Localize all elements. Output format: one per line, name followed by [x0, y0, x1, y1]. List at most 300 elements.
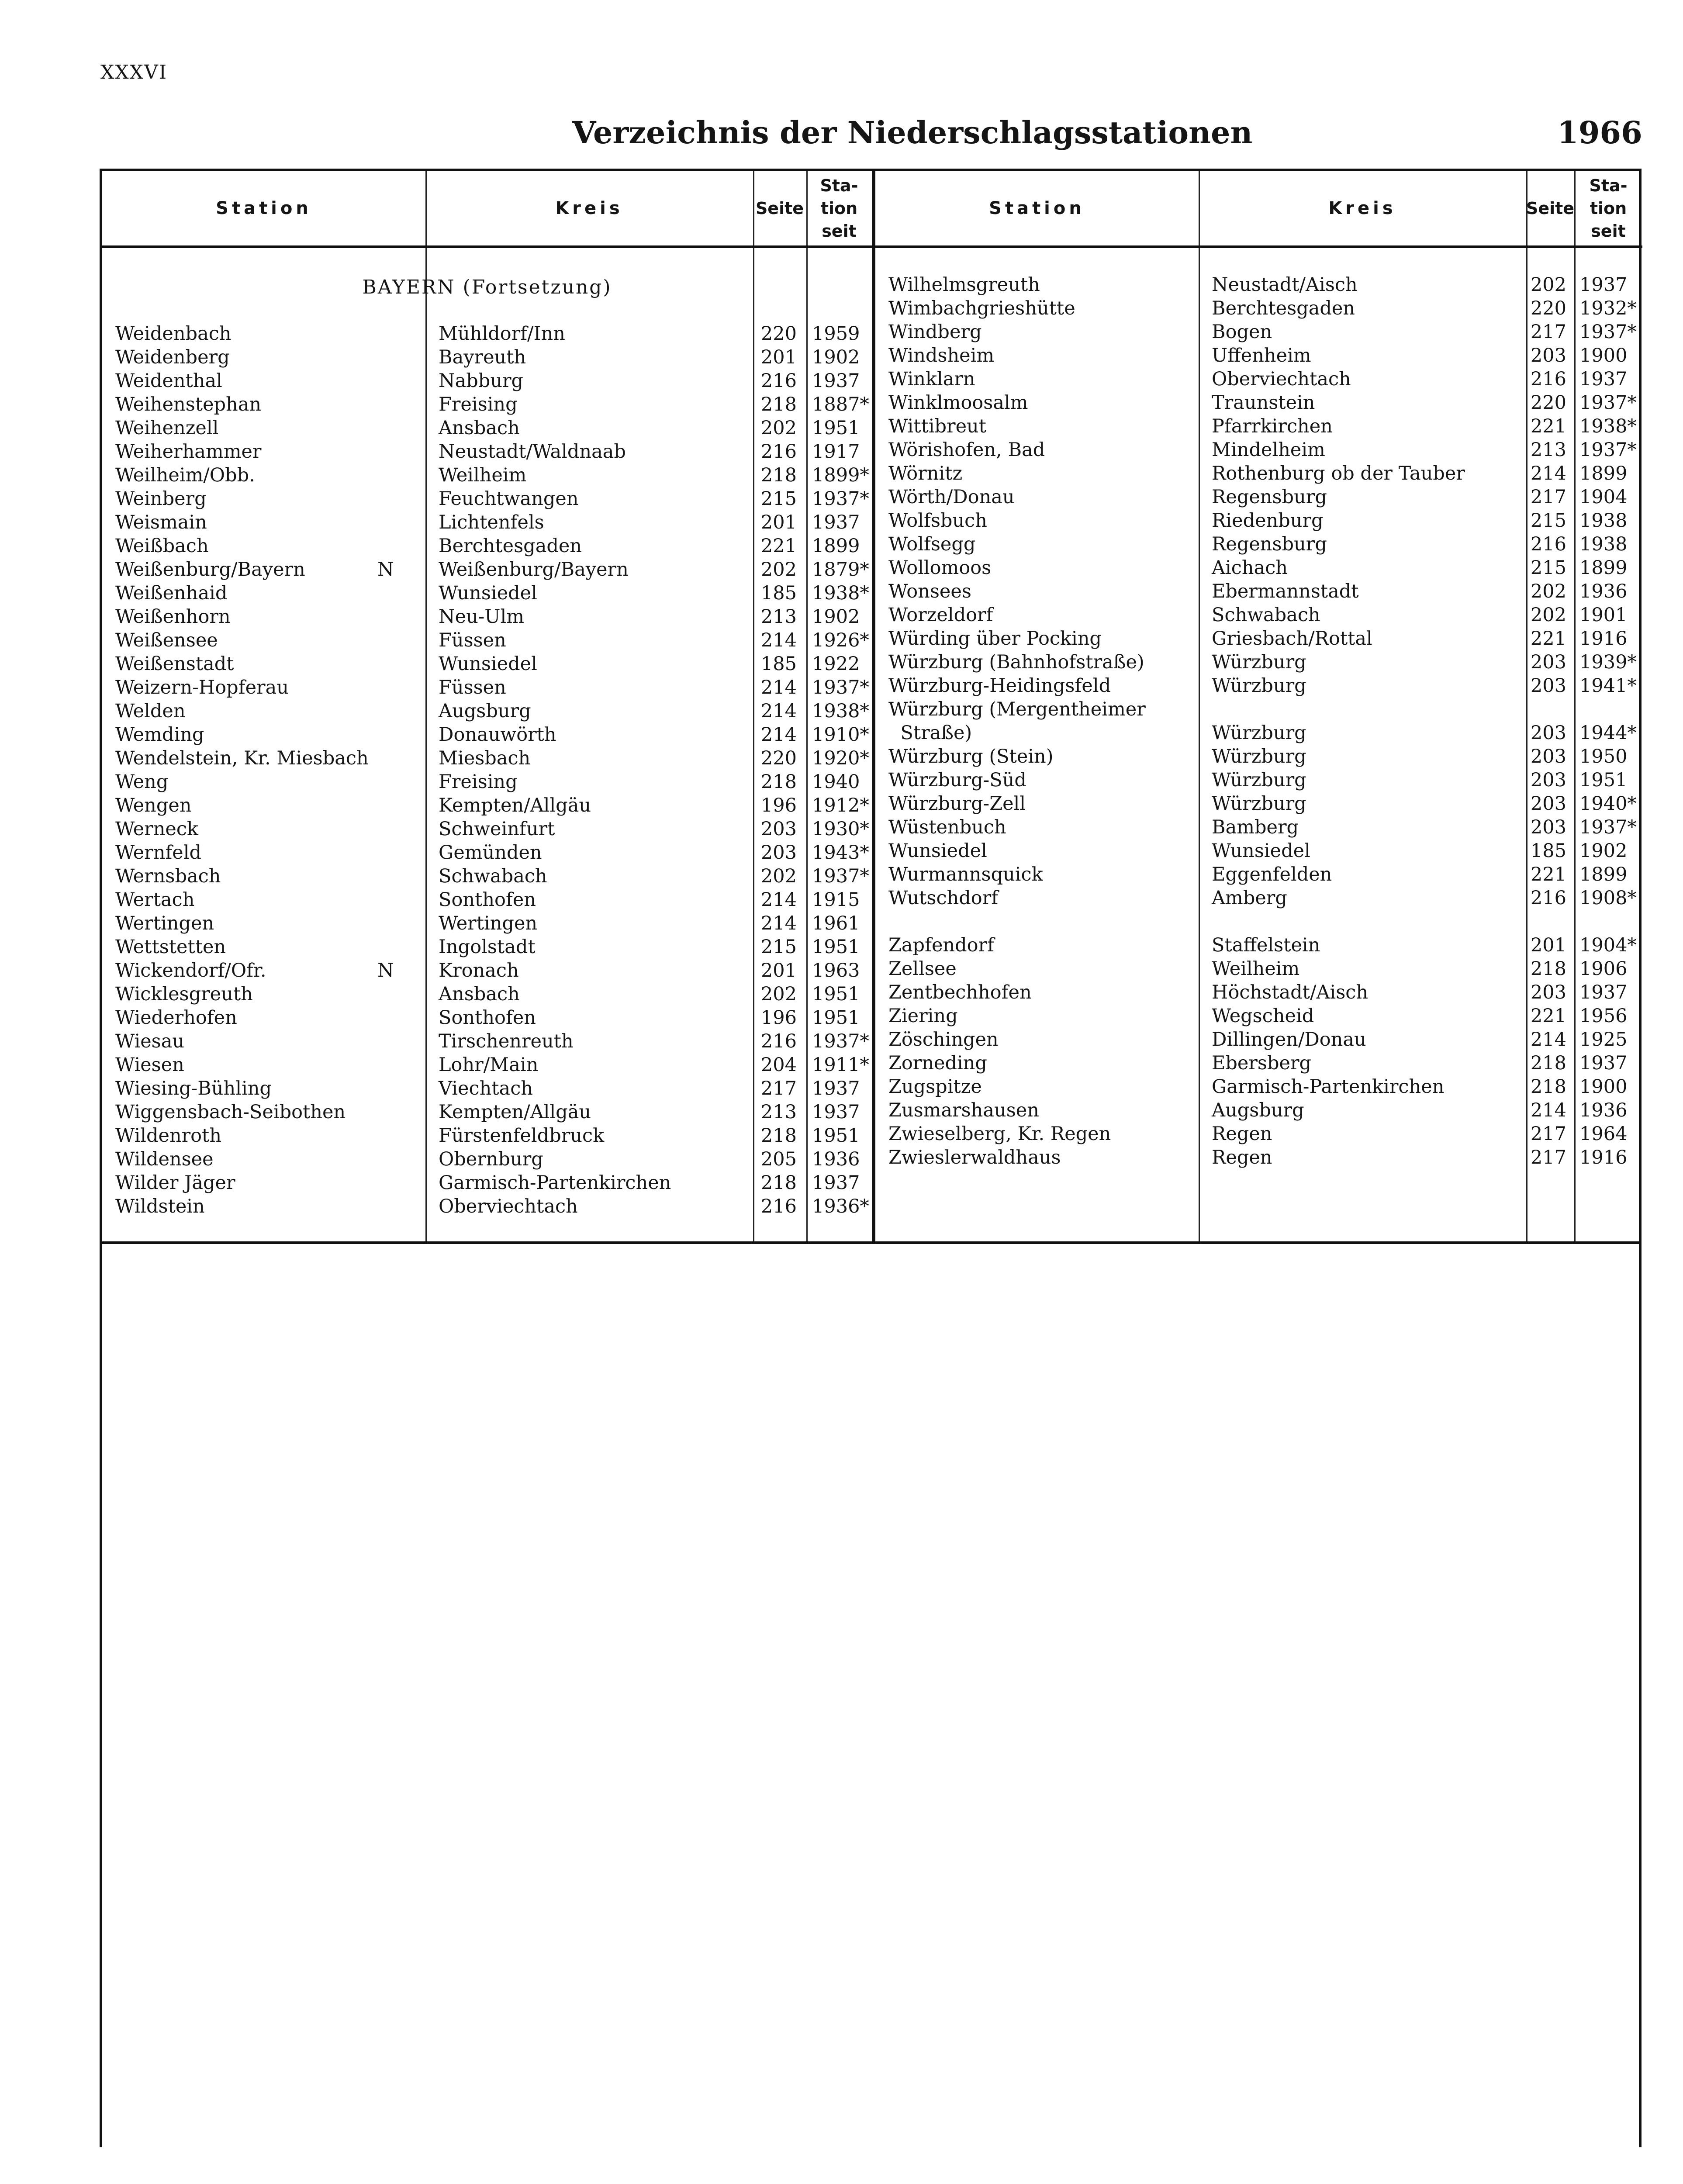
table-row: [875, 556, 1642, 580]
seite-value: 203: [1530, 722, 1566, 744]
station-name: Weißensee: [115, 629, 218, 651]
table-row: [102, 982, 872, 1006]
table-row: [875, 863, 1642, 886]
station-since: 1937: [1579, 981, 1628, 1003]
kreis-name: Kempten/Allgäu: [439, 1101, 591, 1123]
station-since: 1899*: [812, 464, 869, 486]
kreis-name: Wunsiedel: [439, 653, 537, 675]
station-name: Weißenburg/Bayern: [115, 559, 305, 581]
table-row: [875, 297, 1642, 320]
station-since: 1937: [1579, 274, 1628, 296]
station-since: 1961: [812, 912, 860, 934]
kreis-name: Regensburg: [1212, 486, 1327, 508]
station-since: 1899: [812, 535, 860, 557]
kreis-name: Sonthofen: [439, 1007, 536, 1029]
station-name: Weidenthal: [115, 370, 222, 392]
seite-value: 214: [1530, 1029, 1566, 1051]
kreis-name: Füssen: [439, 629, 506, 651]
table-row: [102, 629, 872, 652]
kreis-name: Ansbach: [439, 983, 520, 1005]
station-since: 1938*: [812, 700, 869, 722]
kreis-name: Freising: [439, 771, 518, 793]
kreis-name: Ingolstadt: [439, 936, 536, 958]
station-since: 1937: [1579, 1052, 1628, 1074]
station-since: 1916: [1579, 1147, 1628, 1168]
kreis-name: Berchtesgaden: [439, 535, 582, 557]
kreis-name: Regen: [1212, 1147, 1272, 1168]
station-since: 1899: [1579, 463, 1628, 484]
kreis-name: Wertingen: [439, 912, 538, 934]
kreis-name: Kronach: [439, 960, 519, 981]
seite-value: 214: [760, 889, 797, 911]
seite-value: 203: [1530, 345, 1566, 366]
kreis-name: Viechtach: [439, 1078, 533, 1099]
table-row: [102, 888, 872, 912]
station-name: Wilhelmsgreuth: [888, 274, 1040, 296]
seite-value: 201: [760, 346, 797, 368]
seite-value: 216: [1530, 533, 1566, 555]
station-since: 1901: [1579, 604, 1628, 626]
table-row: [102, 511, 872, 534]
station-since: 1911*: [812, 1054, 869, 1076]
kreis-name: Neu-Ulm: [439, 606, 525, 628]
kreis-name: Ebermannstadt: [1212, 581, 1359, 602]
station-name: Wonsees: [888, 581, 971, 602]
seite-value: 214: [760, 629, 797, 651]
station-since: 1951: [1579, 769, 1628, 791]
seite-value: 216: [1530, 887, 1566, 909]
kreis-name: Traunstein: [1212, 392, 1315, 414]
station-name: Wiggensbach-Seibothen: [115, 1101, 346, 1123]
station-since: 1916: [1579, 628, 1628, 650]
seite-value: 220: [1530, 297, 1566, 319]
kreis-name: Lohr/Main: [439, 1054, 539, 1076]
table-row: [102, 487, 872, 511]
station-since: 1956: [1579, 1005, 1628, 1027]
table-row: [102, 463, 872, 487]
page-number: XXXVI: [100, 61, 168, 83]
station-since: 1915: [812, 889, 860, 911]
table-row: [875, 603, 1642, 627]
kreis-name: Miesbach: [439, 747, 531, 769]
station-name: Weißenhaid: [115, 582, 228, 604]
seite-value: 196: [760, 1007, 797, 1029]
kreis-name: Ansbach: [439, 417, 520, 439]
station-name: Worzeldorf: [888, 604, 993, 626]
station-since: 1937*: [812, 865, 869, 887]
header-kreis: Kreis: [555, 198, 623, 218]
station-since: 1922: [812, 653, 860, 675]
station-name: Wicklesgreuth: [115, 983, 253, 1005]
station-since: 1939*: [1579, 651, 1637, 673]
table-row: [875, 532, 1642, 556]
kreis-name: Oberviechtach: [439, 1196, 578, 1217]
station-since: 1920*: [812, 747, 869, 769]
station-since: 1936: [812, 1148, 860, 1170]
table-row: [875, 1122, 1642, 1146]
table-row: [102, 393, 872, 416]
kreis-name: Bayreuth: [439, 346, 526, 368]
kreis-name: Schweinfurt: [439, 818, 555, 840]
page-title: Verzeichnis der Niederschlagsstationen: [572, 114, 1253, 151]
station-name: Weiherhammer: [115, 441, 262, 463]
kreis-name: Würzburg: [1212, 793, 1306, 815]
table-row: [102, 534, 872, 558]
kreis-name: Mühldorf/Inn: [439, 323, 565, 345]
table-row: [875, 344, 1642, 367]
station-since: 1944*: [1579, 722, 1637, 744]
table-row: [875, 698, 1642, 721]
station-name: Würzburg (Bahnhofstraße): [888, 651, 1144, 673]
station-since: 1912*: [812, 795, 869, 816]
station-since: 1964: [1579, 1123, 1628, 1145]
seite-value: 214: [760, 700, 797, 722]
station-name: Wörth/Donau: [888, 486, 1015, 508]
kreis-name: Tirschenreuth: [439, 1030, 574, 1052]
seite-value: 216: [1530, 368, 1566, 390]
table-row: [102, 346, 872, 369]
station-name: Zöschingen: [888, 1029, 999, 1051]
table-row: [875, 957, 1642, 981]
kreis-name: Mindelheim: [1212, 439, 1325, 461]
seite-value: 218: [760, 1172, 797, 1194]
table-row: [102, 864, 872, 888]
kreis-name: Ebersberg: [1212, 1052, 1312, 1074]
table-row: [875, 839, 1642, 863]
kreis-name: Weilheim: [1212, 958, 1300, 980]
station-name: Zugspitze: [888, 1076, 982, 1098]
kreis-name: Augsburg: [1212, 1099, 1304, 1121]
kreis-name: Eggenfelden: [1212, 864, 1332, 885]
station-name: Weißbach: [115, 535, 209, 557]
table-row: [875, 1004, 1642, 1028]
table-row: [102, 440, 872, 463]
seite-value: 217: [1530, 1123, 1566, 1145]
station-since: 1937: [812, 511, 860, 533]
station-name: Weinberg: [115, 488, 207, 510]
station-since: 1938*: [1579, 415, 1637, 437]
station-since: 1951: [812, 1125, 860, 1147]
table-row: [102, 652, 872, 676]
station-since: 1937*: [812, 677, 869, 698]
station-name: Wurmannsquick: [888, 864, 1043, 885]
table-row: [875, 1146, 1642, 1169]
station-name: Wüstenbuch: [888, 816, 1006, 838]
station-name: Winklmoosalm: [888, 392, 1028, 414]
station-since: 1936: [1579, 581, 1628, 602]
seite-value: 201: [1530, 934, 1566, 956]
kreis-name: Oberviechtach: [1212, 368, 1351, 390]
station-name: Weihenstephan: [115, 394, 262, 415]
table-row: [875, 1028, 1642, 1051]
seite-value: 220: [760, 747, 797, 769]
table-row: [875, 745, 1642, 768]
station-since: 1941*: [1579, 675, 1637, 697]
station-name: Wiesing-Bühling: [115, 1078, 272, 1099]
seite-value: 196: [760, 795, 797, 816]
table-row: [875, 320, 1642, 344]
station-name: Würzburg-Süd: [888, 769, 1026, 791]
station-name: Würzburg (Stein): [888, 746, 1054, 767]
seite-value: 203: [1530, 816, 1566, 838]
table-row: [875, 367, 1642, 391]
table-row: [102, 322, 872, 346]
station-name: Wolfsegg: [888, 533, 976, 555]
header-seite-right: Seite: [1526, 199, 1575, 218]
seite-value: 214: [760, 912, 797, 934]
table-row: [875, 485, 1642, 509]
right-header-row: [875, 171, 1642, 248]
station-since: 1943*: [812, 842, 869, 864]
kreis-name: Neustadt/Waldnaab: [439, 441, 626, 463]
seite-value: 214: [760, 677, 797, 698]
station-name: Wernsbach: [115, 865, 221, 887]
table-row: [102, 794, 872, 817]
station-since: 1930*: [812, 818, 869, 840]
station-since: 1937: [812, 1172, 860, 1194]
station-since: 1908*: [1579, 887, 1637, 909]
station-table: [100, 169, 1642, 1244]
kreis-name: Freising: [439, 394, 518, 415]
table-row: [875, 415, 1642, 438]
header-kreis-right: Kreis: [1328, 198, 1396, 218]
kreis-name: Wunsiedel: [439, 582, 537, 604]
station-since: 1940*: [1579, 793, 1637, 815]
table-row: [875, 650, 1642, 674]
station-mark: N: [377, 559, 394, 581]
table-row: [875, 627, 1642, 650]
table-row: [875, 792, 1642, 816]
seite-value: 221: [1530, 415, 1566, 437]
station-since: 1879*: [812, 559, 869, 581]
station-mark: N: [377, 960, 394, 981]
station-since: 1938: [1579, 533, 1628, 555]
station-since: 1887*: [812, 394, 869, 415]
station-name: Zentbechhofen: [888, 981, 1032, 1003]
header-station-seit-right: Sta- tion seit: [1589, 176, 1628, 241]
seite-value: 215: [760, 488, 797, 510]
seite-value: 216: [760, 1196, 797, 1217]
station-since: 1899: [1579, 557, 1628, 579]
seite-value: 218: [760, 464, 797, 486]
station-since: 1951: [812, 1007, 860, 1029]
table-row: [102, 841, 872, 864]
kreis-name: Donauwörth: [439, 724, 556, 746]
station-since: 1902: [812, 606, 860, 628]
table-row: [875, 816, 1642, 839]
table-row: [875, 933, 1642, 957]
seite-value: 221: [1530, 864, 1566, 885]
table-row: [875, 1051, 1642, 1075]
station-name: Weidenberg: [115, 346, 230, 368]
kreis-name: Wunsiedel: [1212, 840, 1310, 862]
station-name: Wemding: [115, 724, 204, 746]
seite-value: 221: [760, 535, 797, 557]
table-row: [102, 416, 872, 440]
station-since: 1937: [812, 370, 860, 392]
kreis-name: Feuchtwangen: [439, 488, 579, 510]
table-row: [875, 910, 1642, 933]
kreis-name: Garmisch-Partenkirchen: [439, 1172, 671, 1194]
station-since: 1902: [812, 346, 860, 368]
seite-value: 217: [1530, 486, 1566, 508]
table-row: [875, 273, 1642, 297]
station-since: 1910*: [812, 724, 869, 746]
kreis-name: Aichach: [1212, 557, 1288, 579]
station-name: Weißenhorn: [115, 606, 231, 628]
station-name: Wertingen: [115, 912, 214, 934]
kreis-name: Staffelstein: [1212, 934, 1320, 956]
kreis-name: Würzburg: [1212, 769, 1306, 791]
seite-value: 201: [760, 511, 797, 533]
table-row: [102, 676, 872, 699]
station-name: Wettstetten: [115, 936, 226, 958]
seite-value: 221: [1530, 1005, 1566, 1027]
seite-value: 202: [1530, 274, 1566, 296]
station-since: 1926*: [812, 629, 869, 651]
station-name: Wengen: [115, 795, 192, 816]
station-since: 1902: [1579, 840, 1628, 862]
station-since: 1937*: [1579, 439, 1637, 461]
kreis-name: Sonthofen: [439, 889, 536, 911]
kreis-name: Augsburg: [439, 700, 531, 722]
station-name: Wiesen: [115, 1054, 184, 1076]
table-row: [875, 721, 1642, 745]
kreis-name: Obernburg: [439, 1148, 543, 1170]
station-name: Wickendorf/Ofr.: [115, 960, 266, 981]
station-name: Windsheim: [888, 345, 995, 366]
kreis-name: Wegscheid: [1212, 1005, 1314, 1027]
seite-value: 202: [1530, 604, 1566, 626]
seite-value: 203: [1530, 769, 1566, 791]
station-name: Weihenzell: [115, 417, 219, 439]
seite-value: 218: [760, 394, 797, 415]
seite-value: 214: [1530, 463, 1566, 484]
station-since: 1904: [1579, 486, 1628, 508]
kreis-name: Amberg: [1212, 887, 1287, 909]
kreis-name: Neustadt/Aisch: [1212, 274, 1358, 296]
station-name: Wunsiedel: [888, 840, 987, 862]
table-row: [102, 699, 872, 723]
station-name: Weidenbach: [115, 323, 232, 345]
station-since: 1936*: [812, 1196, 869, 1217]
station-name: Weng: [115, 771, 169, 793]
table-row: [102, 1006, 872, 1030]
seite-value: 203: [1530, 746, 1566, 767]
table-row: [875, 580, 1642, 603]
station-name: Werneck: [115, 818, 198, 840]
table-row: [875, 462, 1642, 485]
kreis-name: Schwabach: [439, 865, 547, 887]
table-row: [102, 1100, 872, 1124]
seite-value: 202: [760, 865, 797, 887]
station-since: 1937: [812, 1101, 860, 1123]
station-since: 1950: [1579, 746, 1628, 767]
left-header-row: [102, 171, 872, 248]
station-name: Weizern-Hopferau: [115, 677, 289, 698]
kreis-name: Riedenburg: [1212, 510, 1324, 532]
table-row: [102, 369, 872, 393]
kreis-name: Lichtenfels: [439, 511, 544, 533]
station-since: 1936: [1579, 1099, 1628, 1121]
table-row: [102, 1124, 872, 1147]
kreis-name: Gemünden: [439, 842, 542, 864]
seite-value: 203: [1530, 675, 1566, 697]
station-name: Zorneding: [888, 1052, 987, 1074]
kreis-name: Griesbach/Rottal: [1212, 628, 1372, 650]
kreis-name: Garmisch-Partenkirchen: [1212, 1076, 1445, 1098]
seite-value: 204: [760, 1054, 797, 1076]
right-table-half: [872, 171, 1642, 1241]
kreis-name: Würzburg: [1212, 746, 1306, 767]
seite-value: 217: [760, 1078, 797, 1099]
station-name: Wildensee: [115, 1148, 214, 1170]
station-name: Wilder Jäger: [115, 1172, 235, 1194]
station-name: Wernfeld: [115, 842, 202, 864]
station-name: Zellsee: [888, 958, 957, 980]
kreis-name: Würzburg: [1212, 722, 1306, 744]
seite-value: 214: [760, 724, 797, 746]
seite-value: 218: [1530, 1052, 1566, 1074]
table-row: [102, 1195, 872, 1218]
station-since: 1917: [812, 441, 860, 463]
seite-value: 216: [760, 441, 797, 463]
seite-value: 220: [1530, 392, 1566, 414]
seite-value: 218: [760, 771, 797, 793]
station-name: Wutschdorf: [888, 887, 999, 909]
station-since: 1932*: [1579, 297, 1637, 319]
header-station-right: Station: [989, 198, 1085, 218]
table-row: [102, 1053, 872, 1077]
kreis-name: Würzburg: [1212, 651, 1306, 673]
station-since: 1940: [812, 771, 860, 793]
seite-value: 218: [760, 1125, 797, 1147]
seite-value: 217: [1530, 1147, 1566, 1168]
seite-value: 213: [1530, 439, 1566, 461]
table-row: [102, 959, 872, 982]
table-row: [875, 1099, 1642, 1122]
station-name: Wiesau: [115, 1030, 185, 1052]
table-row: [102, 817, 872, 841]
kreis-name: Höchstadt/Aisch: [1212, 981, 1369, 1003]
station-name: Wollomoos: [888, 557, 992, 579]
station-name: Weißenstadt: [115, 653, 234, 675]
seite-value: 216: [760, 370, 797, 392]
table-row: [875, 981, 1642, 1004]
station-since: 1899: [1579, 864, 1628, 885]
table-row: [102, 912, 872, 935]
seite-value: 202: [1530, 581, 1566, 602]
table-row: [102, 723, 872, 746]
seite-value: 201: [760, 960, 797, 981]
kreis-name: Uffenheim: [1212, 345, 1311, 366]
seite-value: 185: [760, 653, 797, 675]
table-row: [875, 768, 1642, 792]
header-seite: Seite: [755, 199, 804, 218]
seite-value: 215: [760, 936, 797, 958]
station-since: 1937: [1579, 368, 1628, 390]
table-row: [875, 1075, 1642, 1099]
seite-value: 202: [760, 983, 797, 1005]
station-name: Wendelstein, Kr. Miesbach: [115, 747, 369, 769]
kreis-name: Fürstenfeldbruck: [439, 1125, 605, 1147]
station-name: Straße): [888, 722, 972, 744]
station-name: Wörnitz: [888, 463, 963, 484]
table-row: [102, 605, 872, 629]
station-name: Wolfsbuch: [888, 510, 987, 532]
seite-value: 216: [760, 1030, 797, 1052]
seite-value: 220: [760, 323, 797, 345]
